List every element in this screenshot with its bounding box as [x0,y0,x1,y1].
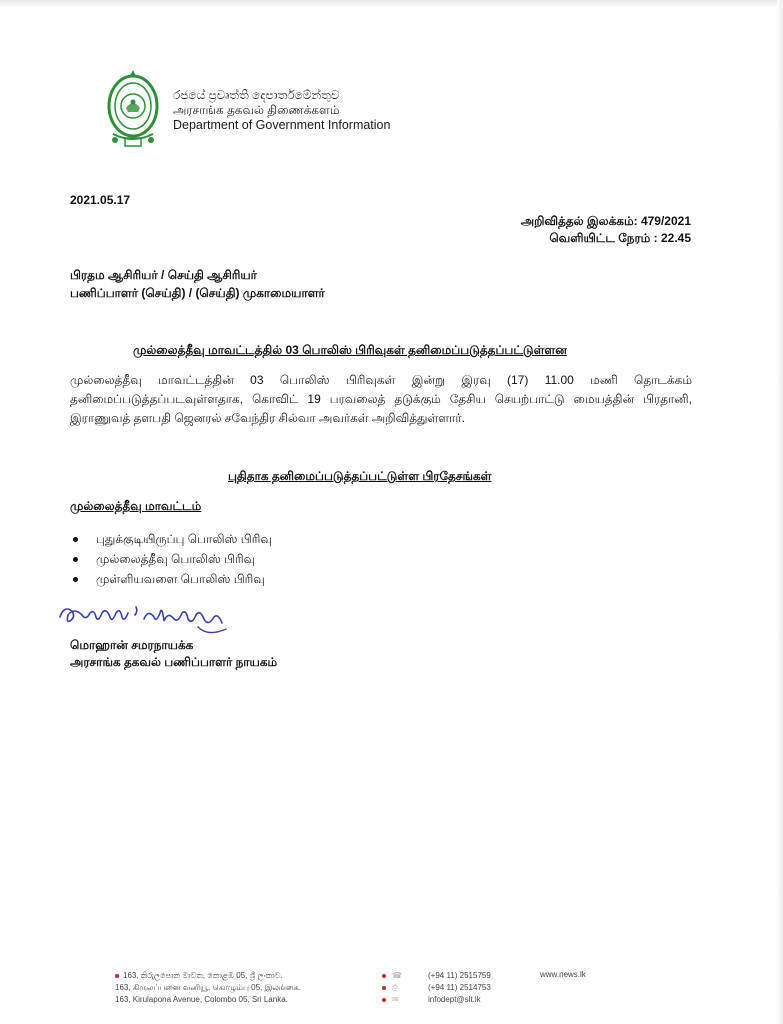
address-english: 163, Kirulapona Avenue, Colombo 05, Sri Lanka. [115,995,288,1004]
fax-icon [382,986,386,990]
phone-icon [382,974,386,978]
email-icon [382,998,386,1002]
recipient-line-2: பணிப்பாளர் (செய்தி) / (செய்தி) முகாமையாளர் [70,286,325,300]
scan-shadow-top [0,0,783,8]
address-tamil: 163, கிருலப்பனை வனியூ, கொழும்பு 05, இலங்கை. [115,983,301,992]
bullet-icon [73,557,78,562]
signatory-name: மொஹான் சமரநாயக்க [70,638,194,652]
list-item: புதுக்குடியிருப்பு பொலிஸ் பிரிவு [70,529,272,549]
list-item: முல்லைத்தீவு பொலிஸ் பிரிவு [70,549,272,569]
government-emblem-icon [103,68,163,150]
footer-address [115,970,301,1006]
address-sinhala: 163, කිරුලපොන මාවත, කොළඹ 05, ශ්‍රී ලංකාව. [123,971,283,980]
section-heading: புதிதாக தனிமைப்படுத்தப்பட்டுள்ள பிரதேசங்கள் [228,469,492,483]
email-address: infodept@slt.lk [428,995,481,1004]
news-headline: முல்லைத்தீவு மாவட்டத்தில் 03 பொலிஸ் பிரிவுகள் தனிமைப்படுத்தப்பட்டுள்ளன [133,343,567,357]
handwritten-signature [58,601,233,641]
location-icon [115,974,119,978]
fax-number: (+94 11) 2514753 [428,983,491,992]
department-name-english: Department of Government Information [173,118,391,132]
letterhead [173,88,390,133]
website-link[interactable]: www.news.lk [540,970,586,979]
signatory [70,637,277,671]
list-item: முள்ளியவளை பொலிஸ் பிரிவு [70,569,272,589]
signatory-title: அரசாங்க தகவல் பணிப்பாளர் நாயகம் [70,655,278,669]
news-body: முல்லைத்தீவு மாவட்டத்தின் 03 பொலிஸ் பிரிவுகள் இன்று இரவு (17) 11.00 மணி தொடக்கம் தனிமைப்படுத்தப்படவுள்ளதாக, கொவிட் 19 பரவலைத் தடுக்கும் தேசிய செயற்பாட்டு மையத்தின் பிரதானி, இராணுவத் தளபதி ஜெனரல் சவேந்திர சில்வா அவர்கள் அறிவித்துள்ளார். [70,373,692,425]
bullet-icon [73,577,78,582]
recipients [70,266,325,302]
release-date: 2021.05.17 [70,193,131,207]
bullet-icon [73,537,78,542]
district-heading: முல்லைத்தீவு மாவட்டம் [70,499,202,513]
recipient-line-1: பிரதம ஆசிரியர் / செய்தி ஆசிரியர் [70,268,257,282]
release-time: வெளியிட்ட நேரம் : 22.45 [549,231,691,245]
notice-number: அறிவித்தல் இலக்கம்: 479/2021 [520,214,691,228]
department-name-tamil: அரசாங்க தகவல் திணைக்களம் [173,103,340,117]
isolated-areas-list [70,529,272,589]
scan-shadow-right [777,0,783,1024]
phone-number: (+94 11) 2515759 [428,971,491,980]
department-name-sinhala: රජයේ ප්‍රවෘත්ති දෙපාර්තමේන්තුව [173,88,340,102]
reference-block [521,213,691,247]
footer-contacts: ☎ (+94 11) 2515759 ⎙ (+94 11) 2514753 ✉ infodept@slt.lk [382,970,491,1006]
